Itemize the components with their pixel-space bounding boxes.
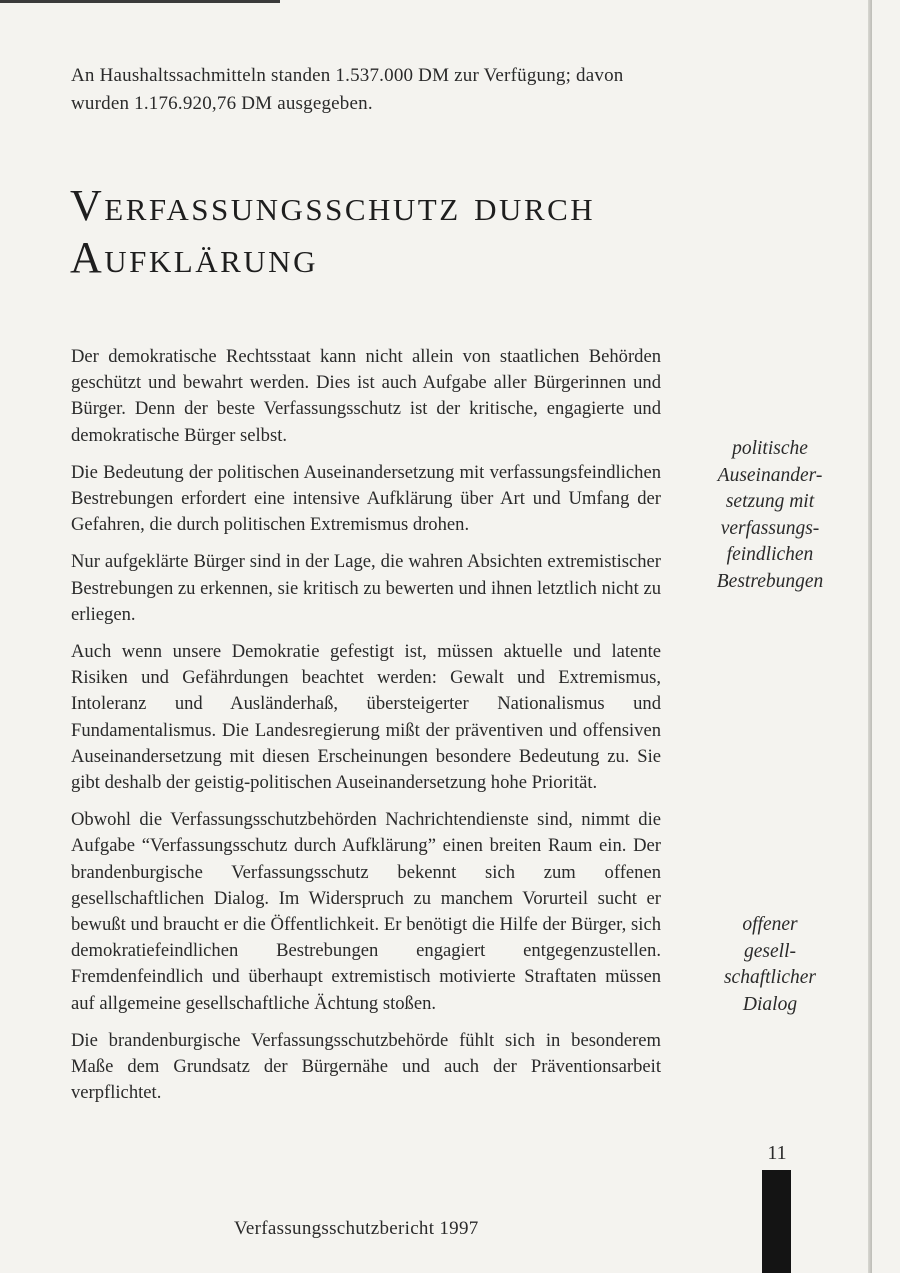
margin-note-political-debate [695,436,845,595]
margin-note-line: setzung mit [725,491,815,512]
paragraph-1: Der demokratische Rechtsstaat kann nicht allein von staatlichen Behörden geschützt und bewahrt werden. Dies ist auch Aufgabe aller Bürgerinnen und Bürger. Denn der beste Verfassungsschutz ist der kritische, engagierte und demokratische Bürger selbst. [71,346,661,446]
margin-note-line: Dialog [742,993,798,1015]
margin-note-line: offener [742,914,798,935]
paragraph-2: Die Bedeutung der politischen Auseinandersetzung mit verfassungsfeindlichen Bestrebungen erfordert eine intensive Aufklärung über Art und Umfang der Gefahren, die durch politischen Extremismus drohen. [71,461,661,536]
margin-note-line: gesell- [744,940,796,962]
section-heading [70,180,710,284]
page-edge-shadow [868,0,872,1273]
paragraph-5: Obwohl die Verfassungsschutzbehörden Nachrichtendienste sind, nimmt die Aufgabe “Verfassungsschutz durch Aufklärung” einen breiten Raum ein. Der brandenburgische Verfassungsschutz bekennt sich zum offenen gesellschaftlichen Dialog. Im Widerspruch zu manchem Vorurteil sucht er bewußt und braucht er die Öffentlichkeit. Er benötigt die Hilfe der Bürger, sich demokratiefeindlichen Bestrebungen engagiert entgegenzustellen. Fremdenfeindlich und überhaupt extremistisch motivierte Straftaten müssen auf allgemeine gesellschaftliche Ächtung stoßen. [71,809,661,1014]
heading-line-2: Aufklärung [70,233,318,282]
page-tab-bar [762,1170,791,1273]
top-rule [0,0,280,3]
paragraph-3: Nur aufgeklärte Bürger sind in der Lage, die wahren Absichten extremistischer Bestrebungen zu erkennen, sie kritisch zu bewerten und ihnen letztlich nicht zu erliegen. [71,551,661,625]
margin-note-line: Bestrebungen [716,570,824,592]
page-number: 11 [767,1142,787,1164]
margin-note-open-dialog [695,912,845,1018]
intro-paragraph: An Haushaltssachmitteln standen 1.537.000 DM zur Verfügung; davon wurden 1.176.920,76 DM ausgegeben. [71,65,624,114]
margin-note-line: politische [732,438,808,459]
margin-note-line: Auseinander- [717,464,823,486]
heading-line-1: Verfassungsschutz durch [70,181,596,230]
margin-note-line: schaftlicher [723,967,817,988]
page-footer: Verfassungsschutzbericht 1997 [234,1218,479,1239]
margin-note-line: verfassungs- [720,517,820,539]
margin-note-line: feindlichen [726,544,814,565]
body-text [71,344,661,1117]
paragraph-4: Auch wenn unsere Demokratie gefestigt ist, müssen aktuelle und latente Risiken und Gefährdungen beachtet werden: Gewalt und Extremismus, Intoleranz und Ausländerhaß, übersteigerter Nationalismus und Fundamentalismus. Die Landesregierung mißt der präventiven und offensiven Auseinandersetzung mit diesen Erscheinungen besondere Bedeutung zu. Sie gibt deshalb der geistig-politischen Auseinandersetzung hohe Priorität. [71,641,661,794]
paragraph-6: Die brandenburgische Verfassungsschutzbehörde fühlt sich in besonderem Maße dem Grundsatz der Bürgernähe und auch der Präventionsarbeit verpflichtet. [71,1029,661,1104]
